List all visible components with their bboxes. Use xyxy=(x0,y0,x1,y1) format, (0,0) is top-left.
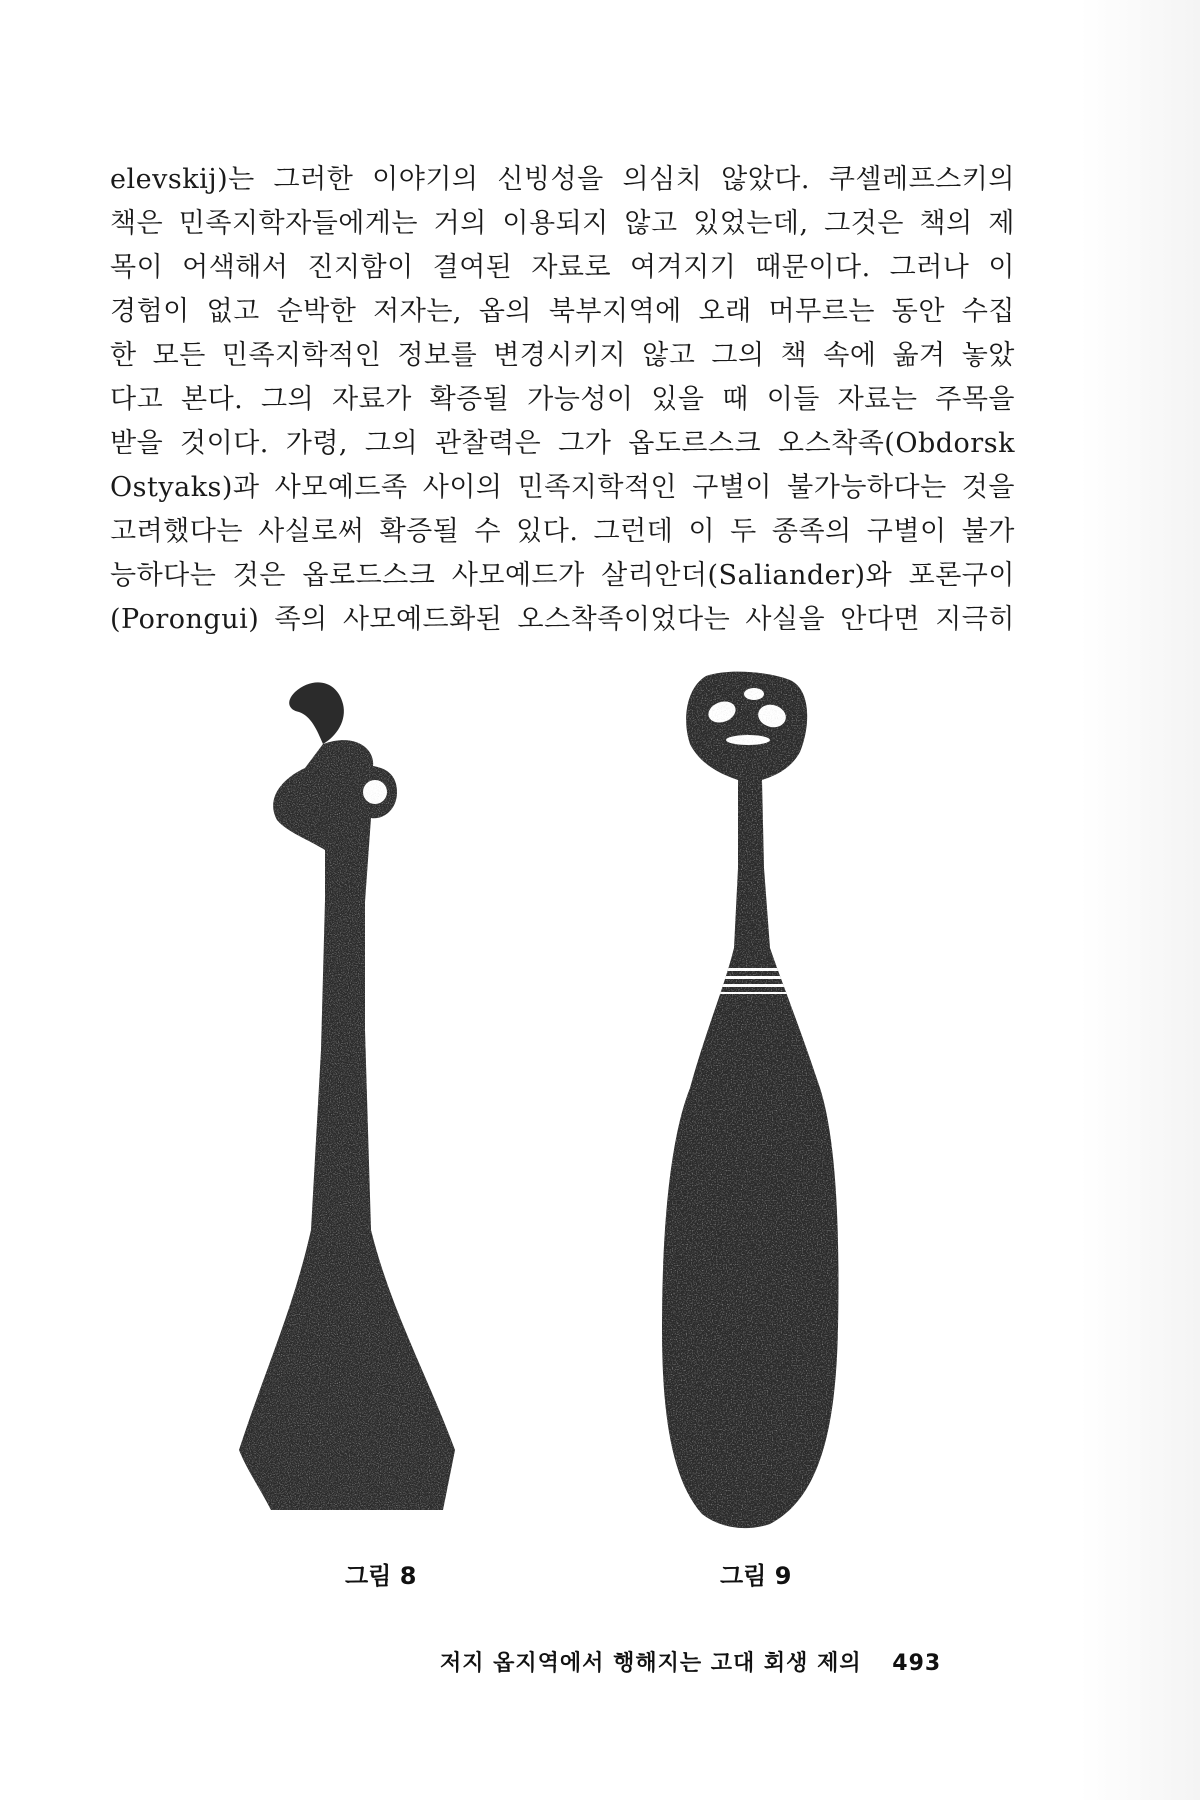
body-line: 받을 것이다. 가령, 그의 관찰력은 그가 옵도르스크 오스착족(Obdorsk xyxy=(110,428,1015,459)
body-line: 고려했다는 사실로써 확증될 수 있다. 그런데 이 두 종족의 구별이 불가 xyxy=(110,516,1015,547)
body-line: 책은 민족지학자들에게는 거의 이용되지 않고 있었는데, 그것은 책의 제 xyxy=(110,208,1015,239)
body-line: 경험이 없고 순박한 저자는, 옵의 북부지역에 오래 머무르는 동안 수집 xyxy=(110,296,1015,327)
body-line: (Porongui) 족의 사모예드화된 오스착족이었다는 사실을 안다면 지극히 xyxy=(110,604,1015,635)
figure-9-image xyxy=(650,668,880,1548)
body-line: 한 모든 민족지학적인 정보를 변경시키지 않고 그의 책 속에 옮겨 놓았 xyxy=(110,340,1015,371)
body-line: 능하다는 것은 옵로드스크 사모예드가 살리안더(Saliander)와 포론구이 xyxy=(110,560,1015,591)
running-title: 저지 옵지역에서 행해지는 고대 회생 제의 xyxy=(440,1651,862,1676)
body-line: Ostyaks)과 사모예드족 사이의 민족지학적인 구별이 불가능하다는 것을 xyxy=(110,472,1015,503)
figure-9-caption: 그림 9 xyxy=(720,1562,792,1590)
page-footer xyxy=(440,1646,941,1677)
page-number: 493 xyxy=(892,1651,942,1676)
figure-8-image xyxy=(225,670,505,1550)
body-line: elevskij)는 그러한 이야기의 신빙성을 의심치 않았다. 쿠셀레프스키의 xyxy=(110,164,1015,195)
body-line: 다고 본다. 그의 자료가 확증될 가능성이 있을 때 이들 자료는 주목을 xyxy=(110,384,1015,415)
carved-paddle-icon xyxy=(650,668,880,1548)
page-edge-shading xyxy=(1080,0,1200,1800)
body-text xyxy=(110,158,1015,642)
figure-8-caption: 그림 8 xyxy=(345,1562,417,1590)
bird-headed-spatula-icon xyxy=(225,670,505,1550)
body-line: 목이 어색해서 진지함이 결여된 자료로 여겨지기 때문이다. 그러나 이 xyxy=(110,252,1015,283)
